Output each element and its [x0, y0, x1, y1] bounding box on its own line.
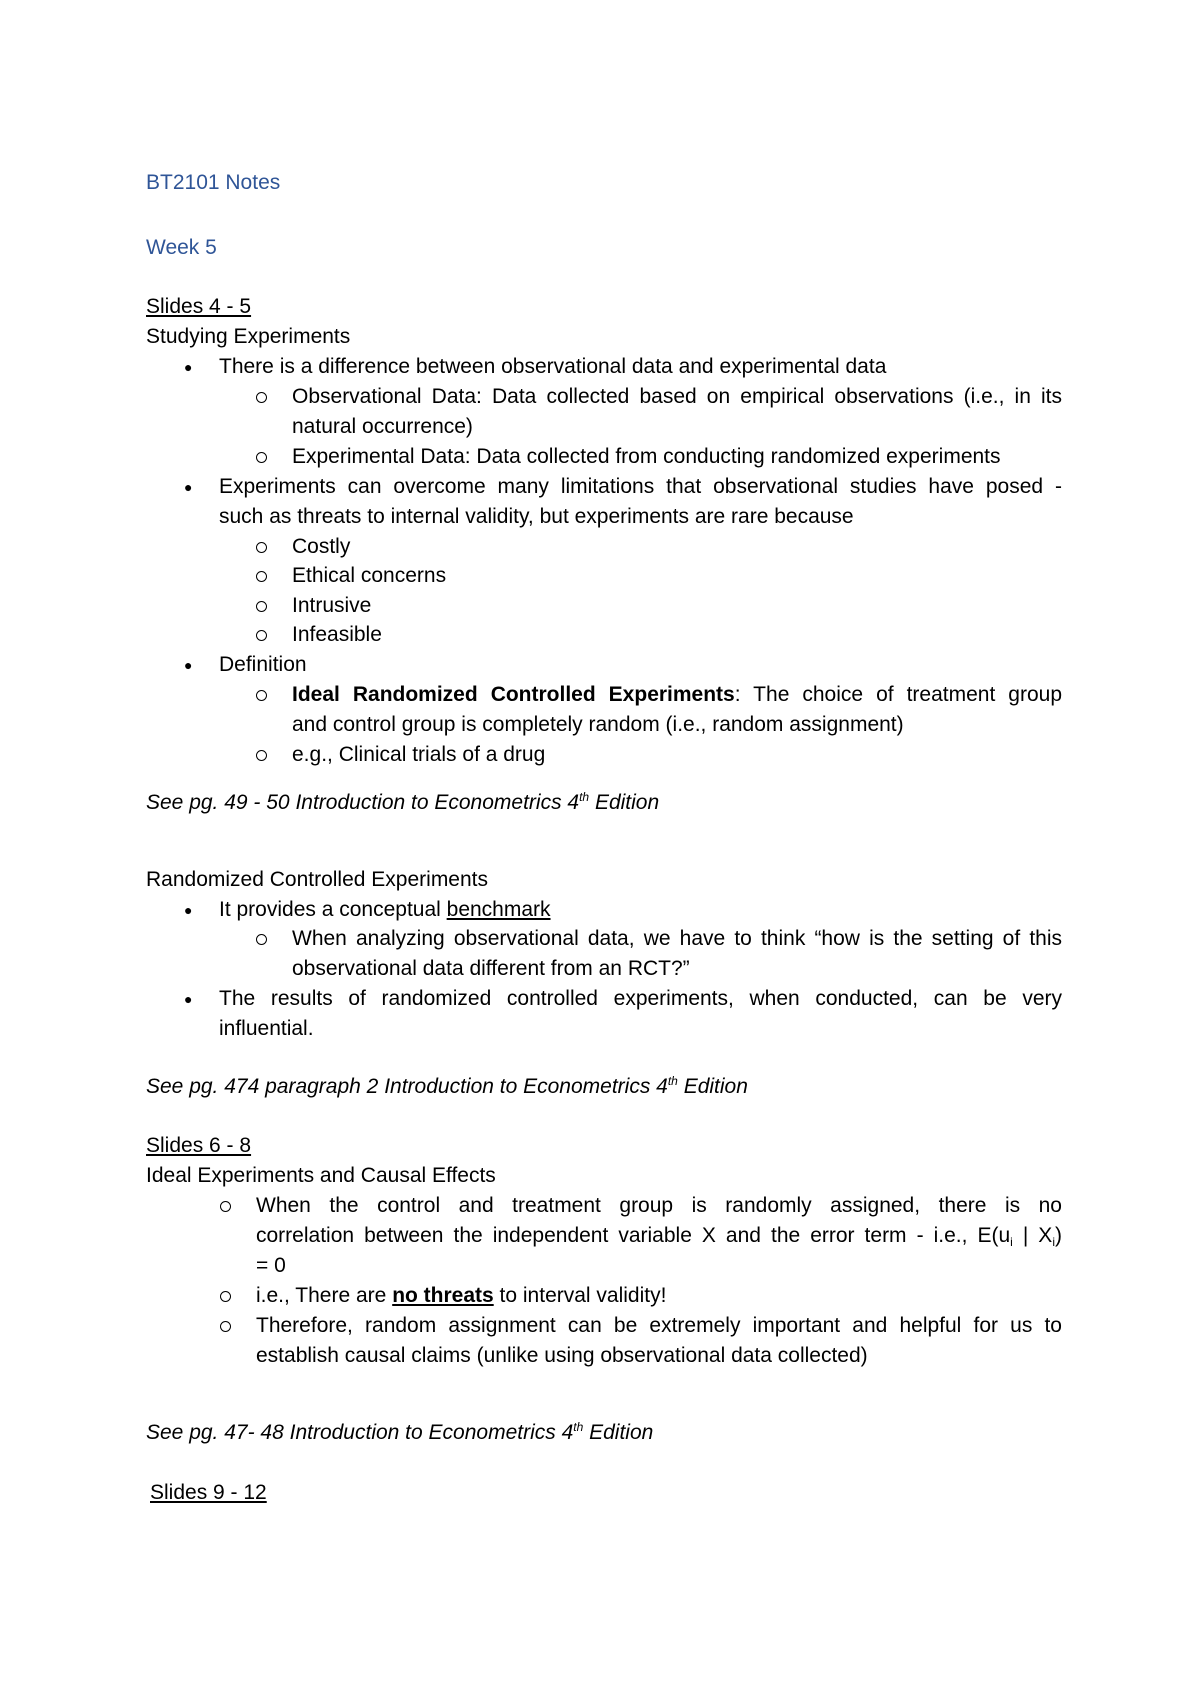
- circle-bullet-icon: [256, 392, 267, 403]
- circle-bullet-icon: [220, 1291, 231, 1302]
- superscript: th: [573, 1420, 584, 1434]
- reference-note: [146, 1418, 653, 1448]
- sub-bullet-text: [256, 1281, 666, 1311]
- bullet-icon: ●: [184, 479, 193, 495]
- circle-bullet-icon: [256, 542, 267, 553]
- bullet-text: Definition: [219, 653, 307, 676]
- circle-bullet-icon: [256, 934, 267, 945]
- section-subheading: Ideal Experiments and Causal Effects: [146, 1164, 496, 1187]
- circle-bullet-icon: [220, 1201, 231, 1212]
- section-subheading: Studying Experiments: [146, 325, 351, 348]
- bullet-text: influential.: [219, 1017, 314, 1040]
- bullet-text-part: It provides a conceptual: [219, 898, 447, 921]
- reference-text: Edition: [677, 1075, 748, 1098]
- circle-bullet-icon: [256, 630, 267, 641]
- circle-bullet-icon: [256, 452, 267, 463]
- document-title: BT2101 Notes: [146, 171, 281, 194]
- sub-bullet-text: [256, 1221, 1062, 1251]
- bullet-text: such as threats to internal validity, but experiments are rare because: [219, 505, 854, 528]
- section-heading: Slides 9 - 12: [150, 1481, 267, 1504]
- section-subheading: Randomized Controlled Experiments: [146, 868, 488, 891]
- sub-bullet-text: Therefore, random assignment can be extremely important and helpful for us to: [256, 1314, 1062, 1337]
- sub-bullet-text: Observational Data: Data collected based on empirical observations (i.e., in its: [292, 385, 1062, 408]
- superscript: th: [667, 1074, 678, 1088]
- circle-bullet-icon: [256, 750, 267, 761]
- bullet-icon: ●: [184, 359, 193, 375]
- underlined-term: benchmark: [446, 898, 551, 921]
- reference-text: Edition: [589, 791, 660, 814]
- definition-term: Ideal Randomized Controlled Experiments: [292, 683, 735, 706]
- section-heading: Slides 4 - 5: [146, 295, 252, 318]
- section-heading: Slides 6 - 8: [146, 1134, 252, 1157]
- equation-text: | X: [1012, 1224, 1053, 1247]
- sub-bullet-text: Intrusive: [292, 594, 372, 617]
- sub-bullet-text: establish causal claims (unlike using observational data collected): [256, 1344, 868, 1367]
- sub-bullet-text: and control group is completely random (i.e., random assignment): [292, 713, 904, 736]
- bullet-text: Experiments can overcome many limitations that observational studies have posed -: [219, 475, 1062, 498]
- bullet-text: There is a difference between observational data and experimental data: [219, 355, 887, 378]
- circle-bullet-icon: [256, 601, 267, 612]
- reference-text: See pg. 49 - 50 Introduction to Econometrics 4: [146, 791, 580, 814]
- reference-text: See pg. 47- 48 Introduction to Econometrics 4: [146, 1421, 574, 1444]
- subscript: i: [1052, 1235, 1055, 1249]
- sub-bullet-text: observational data different from an RCT?”: [292, 957, 690, 980]
- sub-bullet-text: Infeasible: [292, 623, 382, 646]
- reference-text: Edition: [583, 1421, 654, 1444]
- sub-bullet-text: natural occurrence): [292, 415, 473, 438]
- subscript: i: [1010, 1235, 1013, 1249]
- equation-text: correlation between the independent variable X and the error term - i.e., E(u: [256, 1224, 1011, 1247]
- reference-note: [146, 788, 659, 818]
- text-part: to interval validity!: [493, 1284, 667, 1307]
- definition-line: [292, 680, 1062, 710]
- emphasized-term: no threats: [392, 1284, 494, 1307]
- bullet-text: [219, 895, 551, 925]
- sub-bullet-text: Experimental Data: Data collected from conducting randomized experiments: [292, 445, 1001, 468]
- circle-bullet-icon: [256, 571, 267, 582]
- sub-bullet-text: When analyzing observational data, we have to think “how is the setting of this: [292, 927, 1062, 950]
- reference-note: [146, 1072, 748, 1102]
- sub-bullet-text: Costly: [292, 535, 351, 558]
- text-part: i.e., There are: [256, 1284, 393, 1307]
- sub-bullet-text: e.g., Clinical trials of a drug: [292, 743, 546, 766]
- bullet-icon: ●: [184, 657, 193, 673]
- bullet-icon: ●: [184, 902, 193, 918]
- sub-bullet-text: Ethical concerns: [292, 564, 447, 587]
- bullet-icon: ●: [184, 991, 193, 1007]
- reference-text: See pg. 474 paragraph 2 Introduction to Econometrics 4: [146, 1075, 668, 1098]
- sub-bullet-text: When the control and treatment group is randomly assigned, there is no: [256, 1194, 1062, 1217]
- week-heading: Week 5: [146, 236, 217, 259]
- equation-text: ): [1055, 1224, 1062, 1247]
- bullet-text: The results of randomized controlled experiments, when conducted, can be very: [219, 987, 1062, 1010]
- definition-text: : The choice of treatment group: [734, 683, 1062, 706]
- circle-bullet-icon: [256, 690, 267, 701]
- superscript: th: [579, 790, 590, 804]
- sub-bullet-text: = 0: [256, 1254, 286, 1277]
- circle-bullet-icon: [220, 1321, 231, 1332]
